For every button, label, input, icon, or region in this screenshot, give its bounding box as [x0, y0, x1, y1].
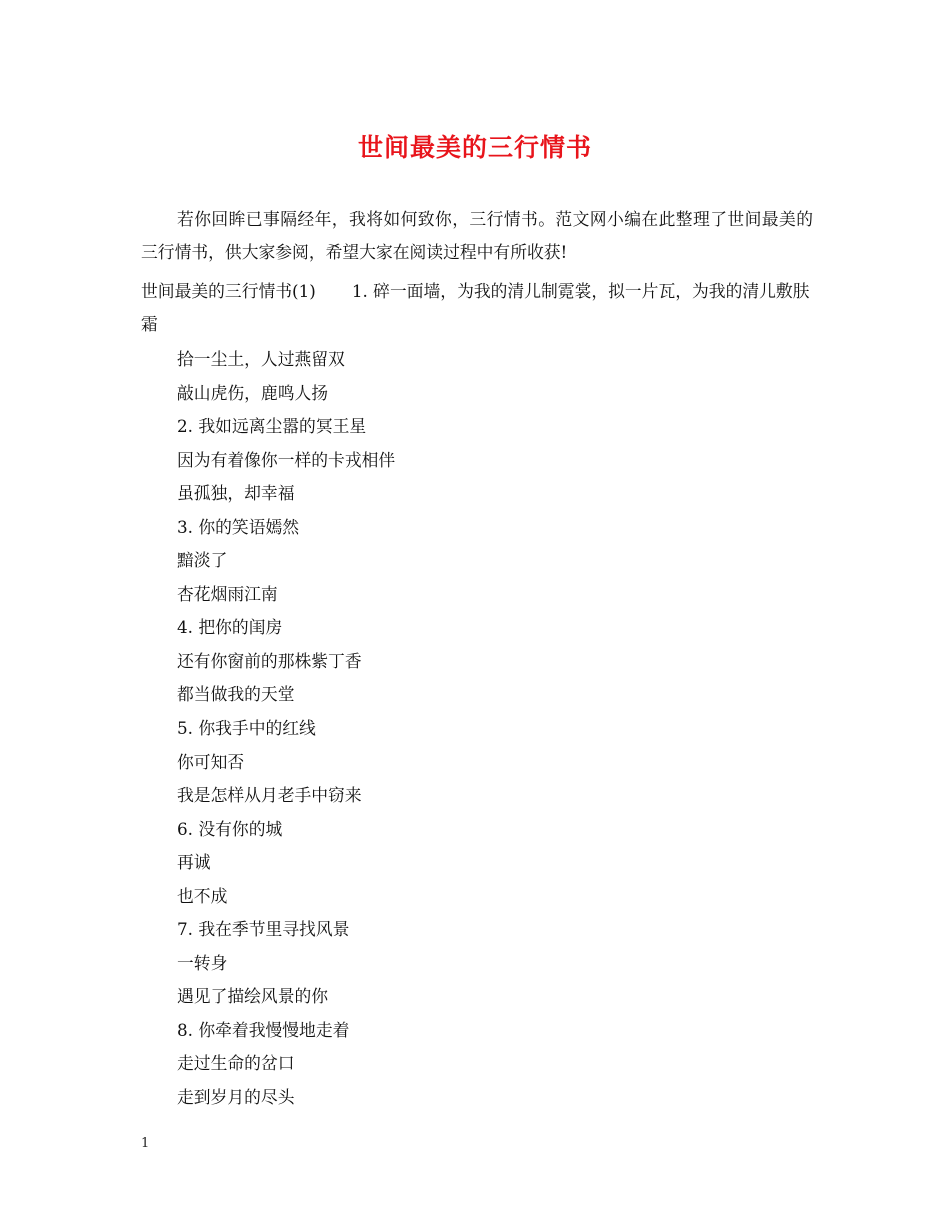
section-label: 世间最美的三行情书(1)	[141, 281, 316, 301]
poem-line: 7. 我在季节里寻找风景	[177, 919, 350, 940]
poem-line: 走过生命的岔口	[177, 1053, 295, 1074]
intro-paragraph: 若你回眸已事隔经年，我将如何致你，三行情书。范文网小编在此整理了世间最美的三行情书，供大家参阅，希望大家在阅读过程中有所收获!	[141, 209, 813, 262]
poem-lines	[177, 343, 817, 1115]
poem-line: 8. 你牵着我慢慢地走着	[177, 1019, 350, 1040]
poem-line: 还有你窗前的那株紫丁香	[177, 650, 362, 671]
poem-line: 3. 你的笑语嫣然	[177, 516, 300, 537]
poem-line: 杏花烟雨江南	[177, 583, 278, 604]
poem-line: 再诚	[177, 852, 211, 873]
poem-line: 遇见了描绘风景的你	[177, 986, 329, 1007]
poem-line: 黯淡了	[177, 550, 228, 571]
poem-line: 5. 你我手中的红线	[177, 718, 316, 739]
poem-line: 都当做我的天堂	[177, 684, 295, 705]
poem-line: 走到岁月的尽头	[177, 1087, 295, 1108]
poem-line: 也不成	[177, 885, 228, 906]
poem-line: 拾一尘土，人过燕留双	[177, 349, 345, 369]
poem-line-1: 1. 碎一面墙，为我的清儿制霓裳，拟一片瓦，为我的清儿敷肤霜	[141, 281, 810, 334]
poem-line: 因为有着像你一样的卡戎相伴	[177, 449, 396, 470]
poem-line: 一转身	[177, 952, 228, 973]
poem-line: 敲山虎伤，鹿鸣人扬	[177, 382, 329, 403]
poem-line: 我是怎样从月老手中窃来	[177, 785, 362, 806]
poem-line: 你可知否	[177, 751, 245, 772]
document-title: 世间最美的三行情书	[357, 133, 592, 162]
poem-line: 2. 我如远离尘嚣的冥王星	[177, 416, 367, 437]
poem-line: 6. 没有你的城	[177, 818, 283, 839]
poem-line: 虽孤独，却幸福	[177, 483, 295, 504]
poem-line: 4. 把你的闺房	[177, 617, 283, 638]
page-number: 1	[141, 1136, 150, 1151]
section-first-line	[141, 275, 813, 341]
